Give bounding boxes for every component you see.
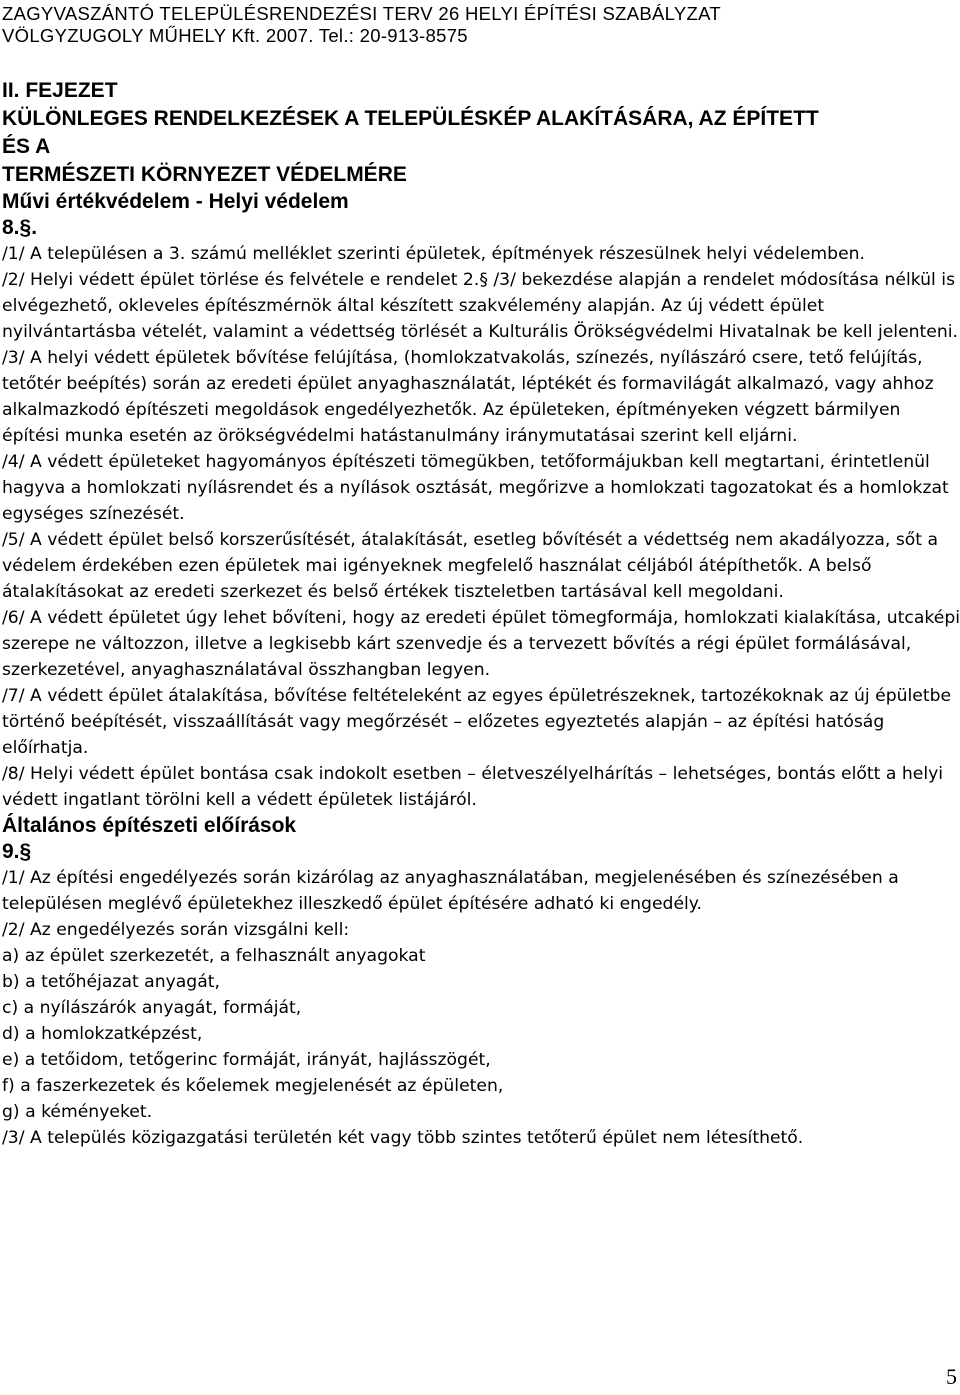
clause-8-8: /8/ Helyi védett épület bontása csak indokolt esetben – életveszélyelhárítás – lehetséges, bontás előtt a helyi védett ingatlant törölni kell a védett épületek listájáról.: [2, 764, 944, 810]
list-item: f) a faszerkezetek és kőelemek megjelenését az épületen,: [2, 1076, 504, 1096]
paragraph-mark-9: 9.§: [2, 840, 32, 863]
clause-8-5: /5/ A védett épület belső korszerűsítését, átalakítását, esetleg bővítését a védettség nem akadályozza, sőt a védelem érdekében ezen épületek mai igényeknek megfelelő használat céljából átépíthetők. A belső átalakításokat az eredeti szerkezet és belső értékek tiszteletben tartásával kell megoldani.: [2, 530, 939, 602]
section-title-general: Általános építészeti előírások: [2, 814, 297, 837]
clause-8-3: /3/ A helyi védett épületek bővítése felújítása, (homlokzatvakolás, színezés, nyílászáró csere, tető felújítás, tetőtér beépítés) során az eredeti épület anyaghasználatát, léptékét és formavilágát alkalmazó, vagy ahhoz alkalmazkodó építészeti megoldások engedélyezhetők. Az épületeken, építményeken végzett bármilyen építési munka esetén az örökségvédelmi hatástanulmány iránymutatásai szerint kell eljárni.: [2, 348, 934, 446]
clause-9-1: /1/ Az építési engedélyezés során kizárólag az anyaghasználatában, megjelenésében és színezésében a településen meglévő épületekhez illeszkedő épület építésére adható ki engedély.: [2, 868, 899, 914]
list-item: c) a nyílászárók anyagát, formáját,: [2, 998, 302, 1018]
clause-9-3: /3/ A település közigazgatási területén két vagy több szintes tetőterű épület nem létesíthető.: [2, 1128, 804, 1148]
chapter-number: II. FEJEZET: [2, 79, 118, 102]
header-line-1: ZAGYVASZÁNTÓ TELEPÜLÉSRENDEZÉSI TERV 26 HELYI ÉPÍTÉSI SZABÁLYZAT: [2, 3, 721, 24]
clause-8-4: /4/ A védett épületeket hagyományos építészeti tömegükben, tetőformájukban kell megtartani, érintetlenül hagyva a homlokzati nyílásrendet és a nyílások osztását, megőrizve a homlokzati tagozatokat és a homlokzat egységes színezését.: [2, 452, 949, 524]
list-item: b) a tetőhéjazat anyagát,: [2, 972, 220, 992]
list-item: g) a kéményeket.: [2, 1102, 153, 1122]
section-title-heritage: Művi értékvédelem - Helyi védelem: [2, 190, 349, 213]
inspection-list: [2, 943, 960, 1125]
clause-8-1: /1/ A településen a 3. számú melléklet szerinti épületek, építmények részesülnek helyi védelemben.: [2, 244, 866, 264]
clause-8-6: /6/ A védett épületet úgy lehet bővíteni, hogy az eredeti épület tömegformája, homlokzati kialakítása, utcaképi szerepe ne változzon, illetve a legkisebb kárt szenvedje és a tervezett bővítés a régi épület formálásával, szerkezetével, anyaghasználatával összhangban legyen.: [2, 608, 960, 680]
clause-8-2: /2/ Helyi védett épület törlése és felvétele e rendelet 2.§ /3/ bekezdése alapján a rendelet módosítása nélkül is elvégezhető, okleveles építészmérnök által készített szakvélemény alapján. Az új védett épület nyilvántartásba vételét, valamint a védettség törlését a Kulturális Örökségvédelmi Hivatalnak be kell jelenteni.: [2, 270, 958, 342]
chapter-title-line-1: KÜLÖNLEGES RENDELKEZÉSEK A TELEPÜLÉSKÉP ALAKÍTÁSÁRA, AZ ÉPÍTETT: [2, 107, 819, 130]
chapter-title-line-2: ÉS A: [2, 135, 51, 158]
clause-9-2: /2/ Az engedélyezés során vizsgálni kell:: [2, 920, 350, 940]
chapter-title-line-3: TERMÉSZETI KÖRNYEZET VÉDELMÉRE: [2, 163, 407, 186]
list-item: d) a homlokzatképzést,: [2, 1024, 203, 1044]
page-number: 5: [946, 1364, 957, 1389]
header-line-2: VÖLGYZUGOLY MŰHELY Kft. 2007. Tel.: 20-913-8575: [2, 25, 468, 46]
running-header: [2, 3, 960, 53]
paragraph-mark-8: 8.§.: [2, 216, 38, 239]
clause-8-7: /7/ A védett épület átalakítása, bővítése feltételeként az egyes épületrészeknek, tartozékoknak az új épületbe történő beépítését, visszaállítását vagy megőrzését – előzetes egyeztetés alapján – az építési hatóság előírhatja.: [2, 686, 952, 758]
list-item: a) az épület szerkezetét, a felhasznált anyagokat: [2, 946, 426, 966]
chapter-heading: [2, 77, 960, 189]
list-item: e) a tetőidom, tetőgerinc formáját, irányát, hajlásszögét,: [2, 1050, 491, 1070]
